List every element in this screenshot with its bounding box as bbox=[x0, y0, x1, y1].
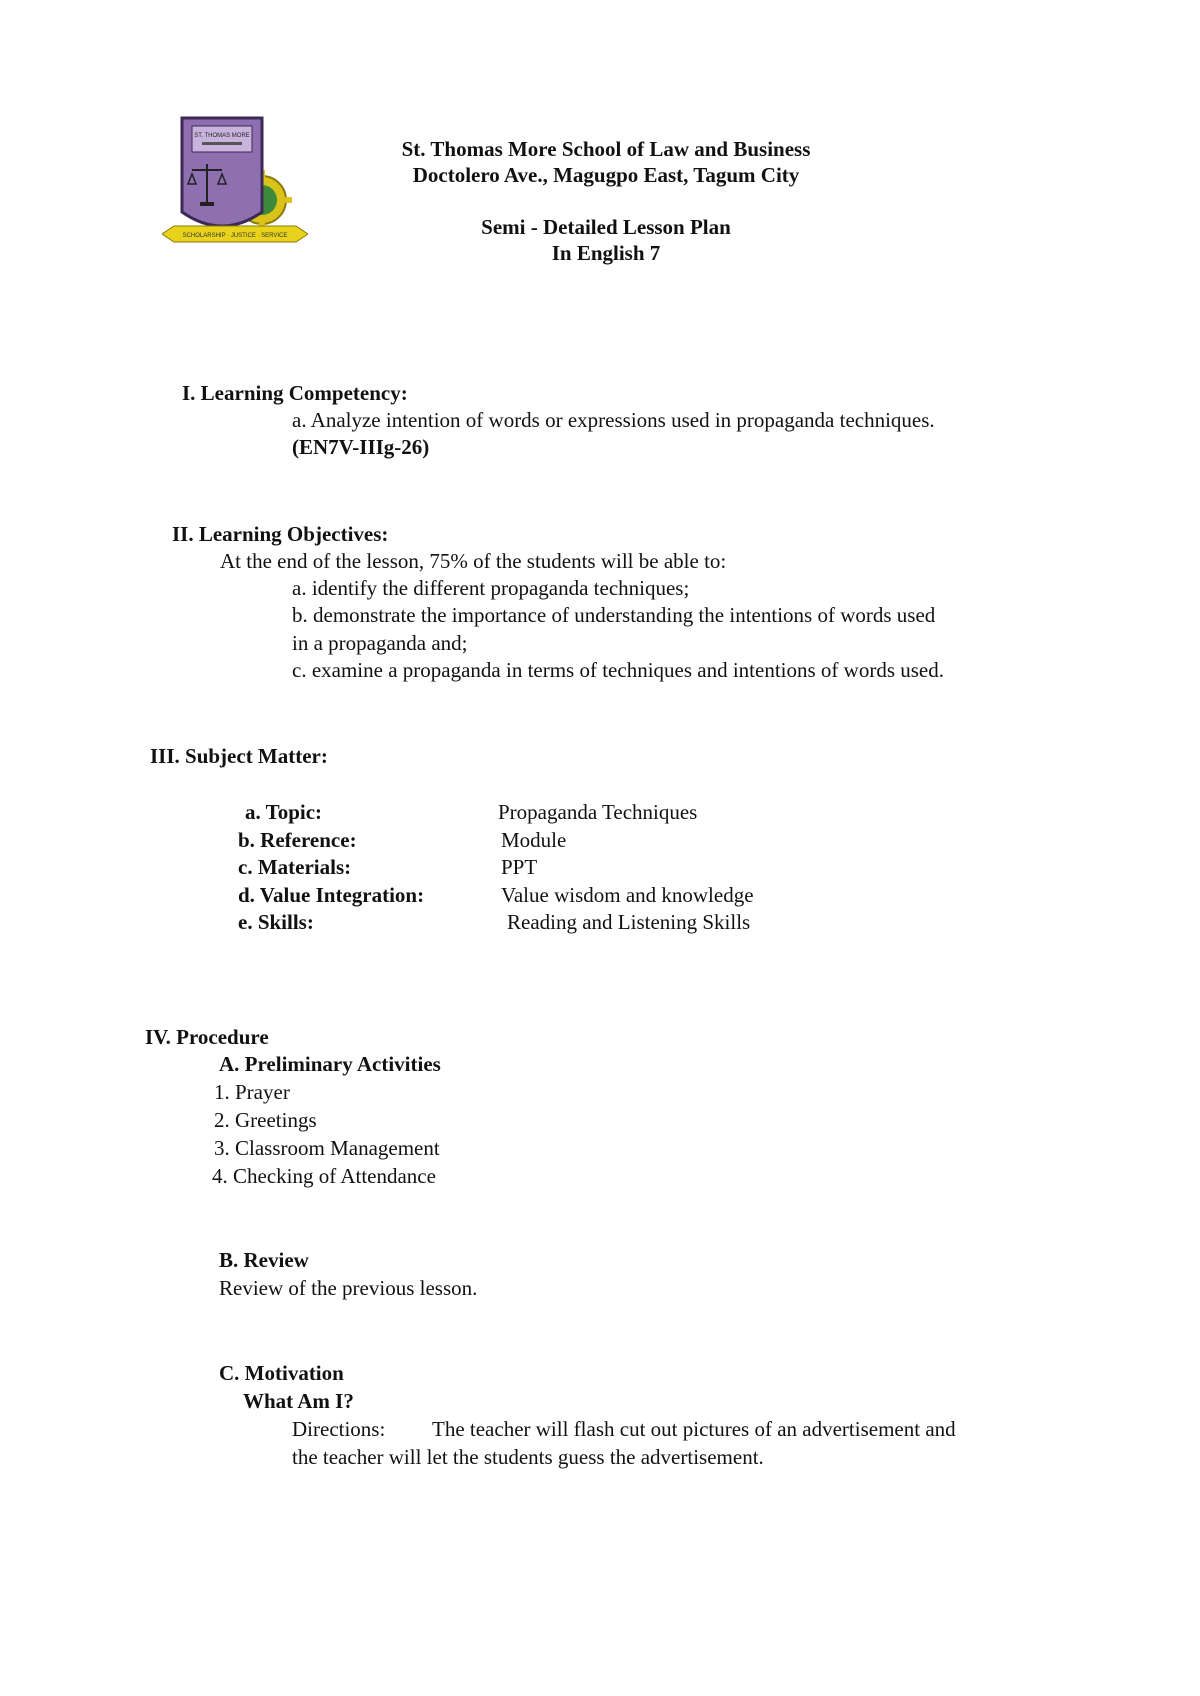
objectives-intro: At the end of the lesson, 75% of the students will be able to: bbox=[220, 549, 727, 573]
subject-label: b. Reference: bbox=[238, 828, 357, 852]
review-heading: B. Review bbox=[219, 1248, 309, 1272]
svg-text:SCHOLARSHIP · JUSTICE · SERVIC: SCHOLARSHIP · JUSTICE · SERVICE bbox=[182, 233, 288, 239]
directions-text: the teacher will let the students guess the advertisement. bbox=[292, 1445, 764, 1469]
objective-item: c. examine a propaganda in terms of techniques and intentions of words used. bbox=[292, 658, 944, 682]
preliminary-item: 2. Greetings bbox=[214, 1108, 317, 1132]
objective-item: a. identify the different propaganda techniques; bbox=[292, 576, 690, 600]
preliminary-heading: A. Preliminary Activities bbox=[219, 1052, 441, 1076]
svg-text:ST. THOMAS MORE: ST. THOMAS MORE bbox=[194, 133, 250, 139]
school-logo bbox=[162, 112, 308, 262]
document-header bbox=[330, 136, 882, 266]
subject-value: Module bbox=[501, 828, 567, 852]
directions-label: Directions: bbox=[292, 1417, 386, 1441]
subject-label: e. Skills: bbox=[238, 910, 314, 934]
subject-label: c. Materials: bbox=[238, 855, 352, 879]
motivation-activity: What Am I? bbox=[243, 1389, 354, 1413]
preliminary-item: 4. Checking of Attendance bbox=[212, 1164, 436, 1188]
procedure-heading: IV. Procedure bbox=[145, 1025, 269, 1049]
directions-text: The teacher will flash cut out pictures of an advertisement and bbox=[432, 1417, 956, 1441]
subject-value: Reading and Listening Skills bbox=[507, 910, 751, 934]
subject-value: PPT bbox=[501, 855, 538, 879]
plan-subject: In English 7 bbox=[551, 241, 661, 265]
competency-line: a. Analyze intention of words or expressions used in propaganda techniques. bbox=[292, 408, 935, 432]
preliminary-item: 1. Prayer bbox=[214, 1080, 290, 1104]
subject-value: Value wisdom and knowledge bbox=[501, 883, 754, 907]
subject-label: a. Topic: bbox=[245, 800, 323, 824]
review-text: Review of the previous lesson. bbox=[219, 1276, 478, 1300]
plan-title: Semi - Detailed Lesson Plan bbox=[481, 215, 731, 239]
motivation-heading: C. Motivation bbox=[219, 1361, 344, 1385]
subject-matter-heading: III. Subject Matter: bbox=[150, 744, 328, 768]
preliminary-item: 3. Classroom Management bbox=[214, 1136, 440, 1160]
school-name: St. Thomas More School of Law and Business bbox=[401, 137, 811, 161]
subject-value: Propaganda Techniques bbox=[498, 800, 698, 824]
objective-item: b. demonstrate the importance of understanding the intentions of words used bbox=[292, 603, 936, 627]
objective-item: in a propaganda and; bbox=[292, 631, 468, 655]
competency-code: (EN7V-IIIg-26) bbox=[292, 435, 430, 459]
competency-heading: I. Learning Competency: bbox=[182, 381, 408, 405]
objectives-heading: II. Learning Objectives: bbox=[172, 522, 389, 546]
subject-label: d. Value Integration: bbox=[238, 883, 425, 907]
school-address: Doctolero Ave., Magugpo East, Tagum City bbox=[412, 163, 800, 187]
